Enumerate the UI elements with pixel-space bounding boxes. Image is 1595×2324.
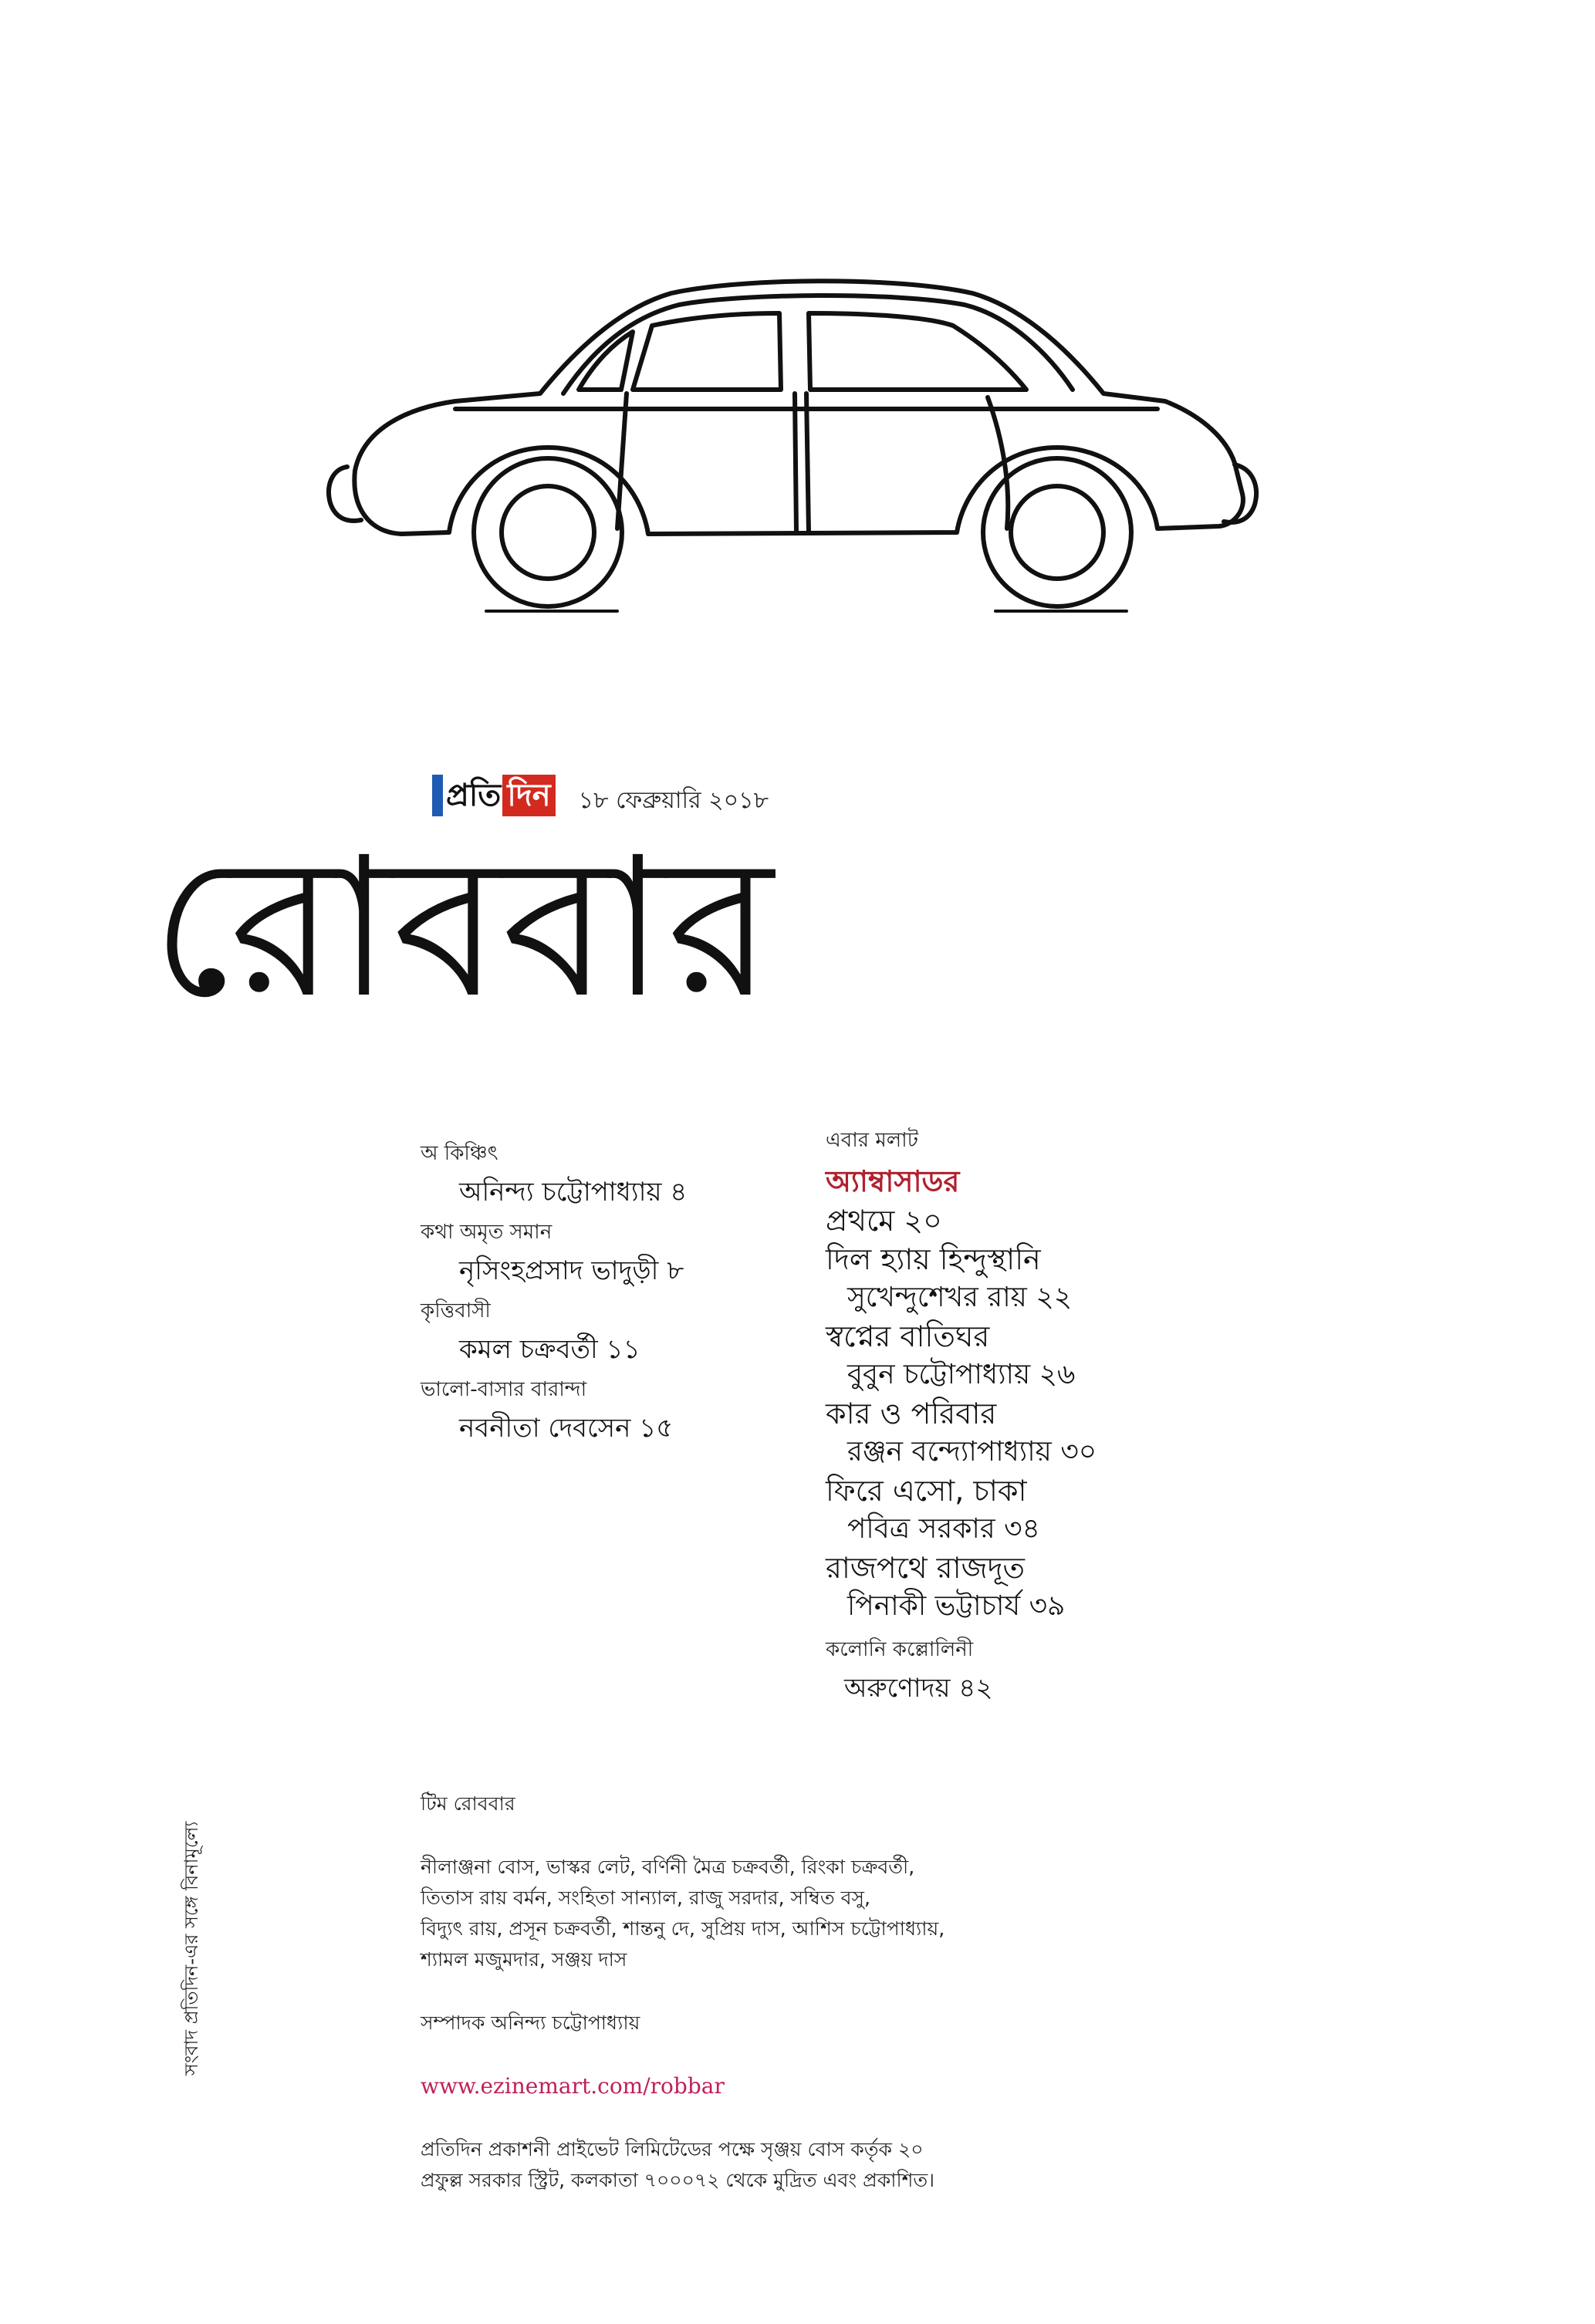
car-roof-line — [563, 296, 1073, 394]
feature-title: ফিরে এসো, চাকা — [826, 1474, 1027, 1508]
team-line: বিদ্যুৎ রায়, প্রসূন চক্রবর্তী, শান্তনু দে, সুপ্রিয় দাস, আশিস চট্টোপাধ্যায়, — [421, 1917, 945, 1940]
feature-author: সুখেন্দুশেখর রায় ২২ — [847, 1282, 1073, 1313]
logo-text-prati: প্রতি — [446, 778, 502, 813]
car-rear-wheel — [474, 458, 622, 606]
publisher-line: প্রফুল্ল সরকার স্ট্রিট, কলকাতা ৭০০০৭২ থেকে মুদ্রিত এবং প্রকাশিত। — [421, 2169, 935, 2191]
contents-right-column — [826, 1123, 1097, 1715]
feature-author: রঞ্জন বন্দ্যোপাধ্যায় ৩০ — [847, 1436, 1097, 1468]
contents-left-column — [421, 1136, 687, 1455]
feature-entry — [826, 1394, 1097, 1471]
section-name: কৃত্তিবাসী — [421, 1299, 491, 1322]
credits-block — [421, 1789, 1424, 2196]
contents-entry — [421, 1376, 687, 1446]
ambassador-car-illustration — [309, 262, 1266, 694]
magazine-title: রোববার — [151, 816, 775, 1040]
team-label: টিম রোববার — [421, 1792, 515, 1815]
feature-first: প্রথমে ২০ — [826, 1204, 942, 1238]
car-front-door — [806, 394, 1008, 532]
masthead — [432, 775, 769, 816]
feature-author: পিনাকী ভট্টাচার্য ৩৯ — [847, 1590, 1066, 1622]
feature-entry — [826, 1317, 1097, 1394]
car-rear-hub — [502, 486, 594, 579]
section-name: ভালো-বাসার বারান্দা — [421, 1378, 587, 1401]
cover-story-title: অ্যাম্বাসাডর — [826, 1164, 960, 1198]
feature-author: বুবুন চট্টোপাধ্যায় ২৬ — [847, 1359, 1076, 1390]
logo-text-din: দিন — [502, 775, 555, 816]
feature-entry — [826, 1240, 1097, 1317]
car-front-hub — [1011, 486, 1103, 579]
article-entry: অরুণোদয় ৪২ — [844, 1673, 993, 1704]
section-name: কথা অমৃত সমান — [421, 1221, 553, 1244]
article-entry: অনিন্দ্য চট্টোপাধ্যায় ৪ — [459, 1177, 688, 1208]
feature-entry — [826, 1471, 1097, 1549]
publisher-line: প্রতিদিন প্রকাশনী প্রাইভেট লিমিটেডের পক্ষে সৃঞ্জয় বোস কর্তৃক ২০ — [421, 2138, 924, 2160]
article-entry: নৃসিংহপ্রসাদ ভাদুড়ী ৮ — [459, 1255, 684, 1286]
website-link[interactable]: www.ezinemart.com/robbar — [421, 2073, 725, 2099]
car-rear-window — [633, 313, 781, 390]
team-line: নীলাঞ্জনা বোস, ভাস্কর লেট, বর্ণিনী মৈত্র চক্রবর্তী, রিংকা চক্রবর্তী, — [421, 1856, 915, 1878]
feature-title: রাজপথে রাজদূত — [826, 1551, 1026, 1585]
article-entry: নবনীতা দেবসেন ১৫ — [459, 1413, 674, 1444]
team-line: শ্যামল মজুমদার, সঞ্জয় দাস — [421, 1948, 627, 1971]
editor-credit: সম্পাদক অনিন্দ্য চট্টোপাধ্যায় — [421, 2012, 640, 2034]
contents-entry — [421, 1298, 687, 1367]
contents-entry — [421, 1140, 687, 1210]
feature-title: স্বপ্নের বাতিঘর — [826, 1319, 990, 1353]
article-entry: কমল চক্রবর্তী ১১ — [459, 1334, 640, 1365]
team-line: তিতাস রায় বর্মন, সংহিতা সান্যাল, রাজু সরদার, সম্বিত বসু, — [421, 1887, 870, 1909]
feature-title: দিল হ্যায় হিন্দুস্থানি — [826, 1242, 1041, 1276]
section-name: কলোনি কল্লোলিনী — [826, 1638, 974, 1661]
feature-title: কার ও পরিবার — [826, 1397, 997, 1431]
section-name: অ কিঞ্চিৎ — [421, 1142, 498, 1165]
logo-blue-strip — [432, 775, 443, 816]
pratidin-logo — [432, 775, 556, 816]
cover-story-label: এবার মলাট — [826, 1129, 918, 1152]
free-supplement-note: সংবাদ প্রতিদিন-এর সঙ্গে বিনামূল্যে — [181, 1821, 202, 2076]
issue-date: ১৮ ফেব্রুয়ারি ২০১৮ — [578, 787, 769, 814]
car-front-window — [809, 313, 1026, 390]
contents-entry — [421, 1219, 687, 1289]
feature-author: পবিত্র সরকার ৩৪ — [847, 1513, 1040, 1545]
feature-entry — [826, 1549, 1097, 1626]
car-front-wheel — [983, 458, 1131, 606]
